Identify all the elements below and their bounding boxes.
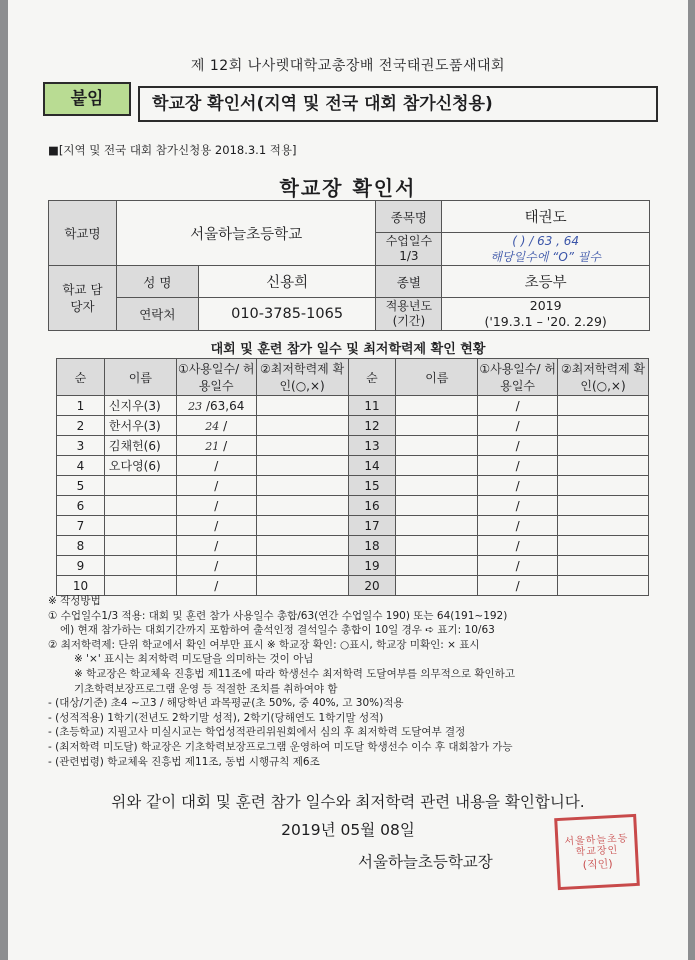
check-cell [256, 476, 348, 496]
note-item: 에) 현재 참가하는 대회기간까지 포함하여 출석인정 결석일수 총합이 10일 경우 ➪ 표기: 10/63 [60, 624, 495, 637]
header-name: 이름 [396, 359, 478, 396]
check-cell [558, 416, 649, 436]
category-label: 종별 [376, 266, 442, 298]
days-value: / [176, 536, 256, 556]
days-value: / [478, 416, 558, 436]
document-title: 학교장 확인서 [279, 176, 417, 200]
check-cell [558, 476, 649, 496]
instructions [48, 594, 668, 769]
student-name [104, 496, 176, 516]
status-title: 대회 및 훈련 참가 일수 및 최저학력제 확인 현황 [210, 342, 486, 357]
student-name [396, 556, 478, 576]
days-cell [176, 396, 256, 416]
student-name [104, 476, 176, 496]
student-name [104, 536, 176, 556]
row-no: 8 [57, 536, 105, 556]
check-cell [558, 576, 649, 596]
days-value: / [176, 476, 256, 496]
table-row [57, 536, 649, 556]
student-name [396, 396, 478, 416]
class-days-note: 해당일수에 “O” 필수 [490, 250, 601, 264]
row-no: 18 [348, 536, 396, 556]
header-check: ②최저학력제 확인(○,×) [256, 359, 348, 396]
days-value: / [176, 496, 256, 516]
days-value: / [478, 456, 558, 476]
header-no: 순 [348, 359, 396, 396]
check-cell [256, 516, 348, 536]
check-cell [256, 456, 348, 476]
event-title: 제 12회 나사렛대학교총장배 전국태권도품새대회 [190, 58, 506, 74]
participation-table [56, 358, 649, 596]
table-header [57, 359, 649, 396]
confirmation-text: 위와 같이 대회 및 훈련 참가 일수와 최저학력 관련 내용을 확인합니다. [111, 793, 585, 811]
row-no: 4 [57, 456, 105, 476]
class-days-value: ( ) / 63 , 64 [512, 234, 580, 248]
check-cell [256, 496, 348, 516]
check-cell [256, 396, 348, 416]
student-name [104, 516, 176, 536]
name-label: 성 명 [116, 266, 198, 298]
days-value: /63,64 [205, 398, 245, 413]
handwritten-days: 24 [205, 419, 220, 433]
days-value: / [478, 436, 558, 456]
student-name [396, 476, 478, 496]
table-row [57, 476, 649, 496]
row-no: 7 [57, 516, 105, 536]
student-name: 신지우(3) [104, 396, 176, 416]
student-name [396, 576, 478, 596]
category-value: 초등부 [442, 266, 650, 298]
row-no: 13 [348, 436, 396, 456]
row-no: 1 [57, 396, 105, 416]
check-cell [558, 436, 649, 456]
check-cell [558, 456, 649, 476]
manager-label: 학교 담당자 [49, 266, 117, 331]
days-value: / [223, 418, 228, 433]
header-days: ①사용일수/ 허용일수 [176, 359, 256, 396]
days-value: / [478, 496, 558, 516]
table-row [57, 396, 649, 416]
row-no: 14 [348, 456, 396, 476]
note-item: - (관련법령) 학교체육 진흥법 제11조, 동법 시행규칙 제6조 [48, 755, 320, 768]
days-value: / [478, 476, 558, 496]
days-cell [176, 436, 256, 456]
document-date: 2019년 05월 08일 [281, 821, 415, 839]
check-cell [256, 576, 348, 596]
event-label: 종목명 [376, 201, 442, 233]
note-item: - (대상/기준) 초4 ~고3 / 해당학년 과목평균(초 50%, 중 40%, 고 30%)적용 [48, 697, 404, 710]
student-name: 한서우(3) [104, 416, 176, 436]
days-value: / [223, 438, 228, 453]
document-page [8, 0, 688, 960]
check-cell [256, 436, 348, 456]
year-label: 적용년도 (기간) [376, 298, 442, 331]
row-no: 3 [57, 436, 105, 456]
table-row [57, 516, 649, 536]
period-value: ('19.3.1 – '20. 2.29) [484, 314, 607, 329]
table-row [57, 416, 649, 436]
row-no: 5 [57, 476, 105, 496]
header-no: 순 [57, 359, 105, 396]
school-info-table [48, 200, 650, 331]
row-no: 12 [348, 416, 396, 436]
row-no: 20 [348, 576, 396, 596]
note-item: ② 최저학력제: 단위 학교에서 확인 여부만 표시 ※ 학교장 확인: ○표시, 학교장 미확인: × 표시 [48, 638, 480, 651]
student-name [396, 496, 478, 516]
notes-heading: ※ 작성방법 [48, 595, 101, 607]
table-row [57, 456, 649, 476]
student-name [104, 556, 176, 576]
student-name [396, 436, 478, 456]
class-days-label: 수업일수 1/3 [376, 233, 442, 266]
student-name: 오다영(6) [104, 456, 176, 476]
row-no: 16 [348, 496, 396, 516]
row-no: 15 [348, 476, 396, 496]
row-no: 9 [57, 556, 105, 576]
check-cell [558, 396, 649, 416]
header-name: 이름 [104, 359, 176, 396]
check-cell [256, 416, 348, 436]
days-value: / [478, 536, 558, 556]
seal-text: 서울하늘초등학교장인 [564, 832, 629, 858]
school-label: 학교명 [49, 201, 117, 266]
check-cell [256, 556, 348, 576]
check-cell [256, 536, 348, 556]
days-value: / [176, 516, 256, 536]
row-no: 6 [57, 496, 105, 516]
check-cell [558, 556, 649, 576]
row-no: 10 [57, 576, 105, 596]
attachment-label: 붙임 [43, 82, 131, 116]
days-value: / [478, 516, 558, 536]
note-item: ※ 학교장은 학교체육 진흥법 제11조에 따라 학생선수 최저학력 도달여부를 의무적으로 확인하고 [74, 667, 515, 680]
table-row [57, 556, 649, 576]
name-value: 신용희 [198, 266, 376, 298]
table-row [57, 496, 649, 516]
days-value: / [478, 556, 558, 576]
row-no: 2 [57, 416, 105, 436]
days-value: / [176, 576, 256, 596]
contact-label: 연락처 [116, 298, 198, 331]
student-name: 김채헌(6) [104, 436, 176, 456]
official-seal [554, 814, 640, 890]
days-value: / [478, 396, 558, 416]
year-value: 2019 [529, 298, 562, 313]
days-value: / [478, 576, 558, 596]
note-item: - (초등학교) 지필고사 미실시교는 학업성적관리위원회에서 심의 후 최저학력 도달여부 결정 [48, 726, 466, 739]
row-no: 19 [348, 556, 396, 576]
student-name [104, 576, 176, 596]
note-item: ※ '×' 표시는 최저학력 미도달을 의미하는 것이 아님 [74, 653, 314, 666]
school-name: 서울하늘초등학교 [116, 201, 376, 266]
check-cell [558, 516, 649, 536]
student-name [396, 416, 478, 436]
handwritten-days: 21 [205, 439, 220, 453]
table-row [57, 436, 649, 456]
form-note: ■[지역 및 전국 대회 참가신청용 2018.3.1 적용] [48, 143, 297, 157]
row-no: 17 [348, 516, 396, 536]
days-cell [176, 416, 256, 436]
table-row [57, 576, 649, 596]
check-cell [558, 536, 649, 556]
contact-value: 010-3785-1065 [198, 298, 376, 331]
days-value: / [176, 556, 256, 576]
student-name [396, 516, 478, 536]
student-name [396, 456, 478, 476]
seal-mark: (직인) [582, 856, 613, 872]
event-value: 태권도 [442, 201, 650, 233]
header-check: ②최저학력제 확인(○,×) [558, 359, 649, 396]
student-name [396, 536, 478, 556]
note-item: - (최저학력 미도달) 학교장은 기초학력보장프로그램 운영하여 미도달 학생선수 이수 후 대회참가 가능 [48, 740, 513, 753]
document-heading: 학교장 확인서(지역 및 전국 대회 참가신청용) [138, 86, 658, 122]
check-cell [558, 496, 649, 516]
row-no: 11 [348, 396, 396, 416]
note-item: 기초학력보장프로그램 운영 등 적절한 조치를 취하여야 함 [74, 682, 338, 695]
note-item: ① 수업일수1/3 적용: 대회 및 훈련 참가 사용일수 총합/63(연간 수업일수 190) 또는 64(191~192) [48, 609, 508, 622]
signer-name: 서울하늘초등학교장 [358, 853, 493, 871]
days-value: / [176, 456, 256, 476]
handwritten-days: 23 [188, 399, 203, 413]
note-item: - (성적적용) 1학기(전년도 2학기말 성적), 2학기(당해연도 1학기말 성적) [48, 711, 384, 724]
header-days: ①사용일수/ 허용일수 [478, 359, 558, 396]
